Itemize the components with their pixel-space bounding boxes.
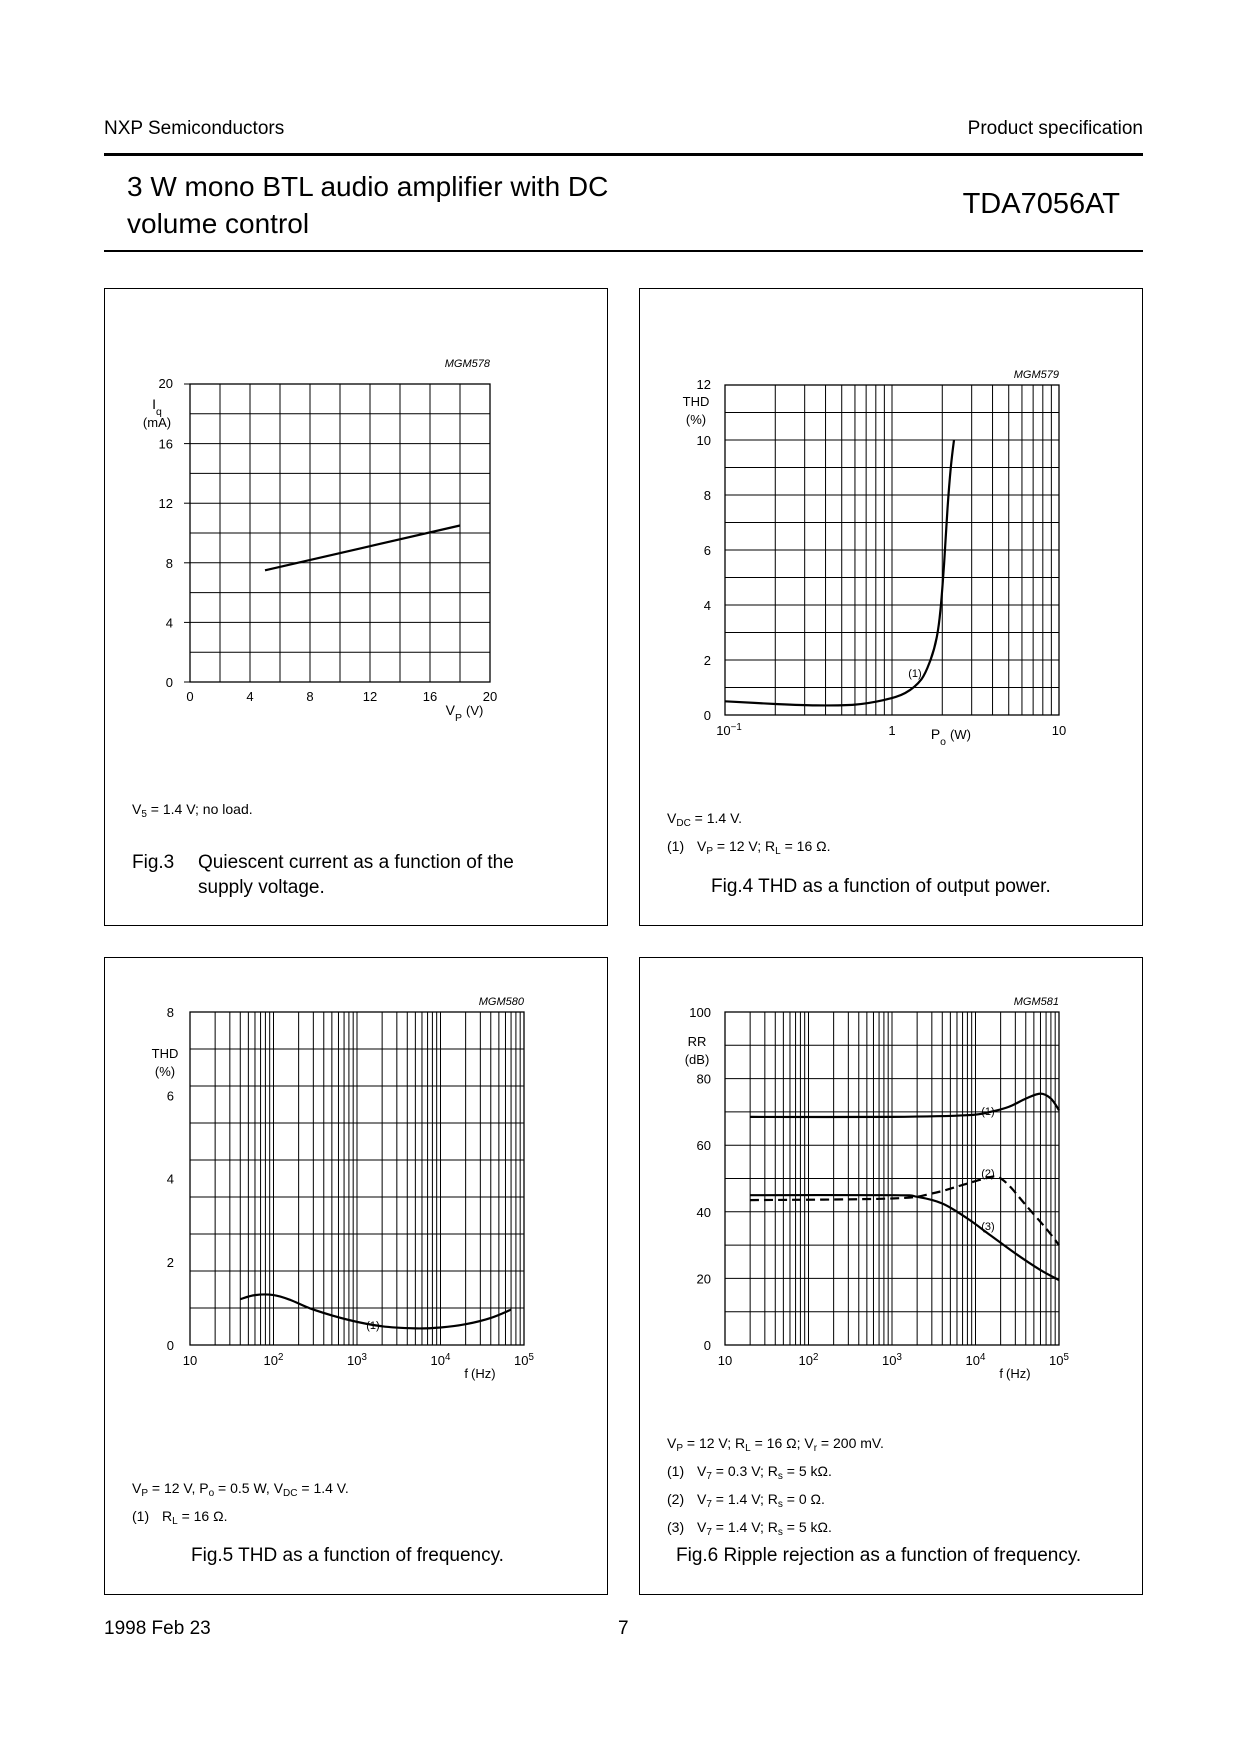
- x-tick-label: $10^5$: [1049, 1351, 1069, 1368]
- note-sub: 7: [706, 1527, 712, 1538]
- title-line-2: volume control: [127, 208, 310, 239]
- y-axis-label: RR: [687, 1034, 707, 1049]
- note-text: = 1.4 V; R: [711, 1519, 778, 1535]
- note-text: V: [667, 810, 677, 826]
- note-text: V: [132, 1480, 142, 1496]
- note-text: = 16 Ω; V: [750, 1435, 814, 1451]
- note-text: = 16 Ω.: [780, 838, 831, 854]
- y-tick-label: 12: [158, 496, 173, 512]
- note-sub: s: [777, 1499, 783, 1510]
- y-axis-unit: (%): [685, 412, 707, 427]
- x-tick-label: $10^3$: [882, 1351, 902, 1368]
- figure-3-panel: [104, 288, 608, 926]
- note-text: V: [667, 1435, 677, 1451]
- y-tick-label: 20: [158, 376, 173, 391]
- y-tick-label: 4: [165, 615, 173, 631]
- figure-code: MGM579: [1013, 369, 1059, 381]
- note-text: = 200 mV.: [817, 1435, 884, 1451]
- note-text: = 0.5 W, V: [214, 1480, 284, 1496]
- y-tick-label: 16: [158, 436, 173, 452]
- x-tick-label: 1: [888, 723, 896, 738]
- note-text: = 1.4 V.: [297, 1480, 349, 1496]
- figure-3-chart: [105, 289, 607, 925]
- x-axis-unit: (Hz): [471, 1366, 496, 1381]
- x-axis-unit: (W): [950, 727, 971, 742]
- y-tick-label: 8: [703, 488, 711, 503]
- y-tick-label: 8: [166, 1005, 174, 1020]
- document-title: [127, 168, 727, 242]
- note-number: (1): [132, 1508, 150, 1524]
- page-number: 7: [618, 1618, 629, 1639]
- note-sub: P: [706, 846, 714, 857]
- y-tick-label: 0: [165, 675, 173, 690]
- figure-3-caption: [132, 850, 514, 900]
- x-tick-label: 16: [422, 689, 438, 704]
- note-text: R: [162, 1508, 173, 1524]
- note-sub: DC: [676, 818, 691, 829]
- y-tick-label: 60: [696, 1138, 711, 1154]
- note-sub: o: [208, 1488, 215, 1499]
- figure-5-note: [132, 1477, 349, 1533]
- footer-date: 1998 Feb 23: [104, 1618, 211, 1639]
- y-tick-label: 10: [696, 433, 711, 448]
- series-label: (1): [366, 1320, 380, 1332]
- x-tick-label: $10^{-1}$: [716, 721, 742, 738]
- x-tick-label: $10^3$: [347, 1351, 367, 1368]
- note-text: = 5 kΩ.: [782, 1463, 832, 1479]
- note-number: (3): [667, 1519, 685, 1535]
- figure-6-note: [667, 1432, 884, 1544]
- x-axis-unit: (Hz): [1006, 1366, 1031, 1381]
- note-text: V: [697, 1491, 707, 1507]
- figure-code: MGM581: [1013, 996, 1059, 1008]
- caption-line-1: Quiescent current as a function of the: [198, 852, 514, 873]
- y-axis-label: THD: [682, 394, 710, 409]
- y-tick-label: 0: [166, 1338, 174, 1353]
- note-sub: 7: [706, 1471, 712, 1482]
- x-tick-label: 10: [182, 1353, 198, 1368]
- x-axis-label: f: [999, 1366, 1003, 1381]
- series-line-2: [750, 1176, 1059, 1245]
- y-tick-label: 0: [703, 708, 711, 723]
- y-tick-label: 12: [696, 377, 711, 392]
- figure-4-panel: [639, 288, 1143, 926]
- figure-4-caption: Fig.4 THD as a function of output power.: [711, 876, 1051, 897]
- note-sub: L: [775, 846, 781, 857]
- x-tick-label: $10^4$: [430, 1351, 451, 1368]
- series-label: (3): [981, 1221, 995, 1233]
- x-tick-label: $10^2$: [263, 1351, 284, 1368]
- series-line-1: [725, 440, 954, 705]
- title-line-1: 3 W mono BTL audio amplifier with DC: [127, 171, 609, 202]
- caption-label: Fig.3: [132, 852, 175, 873]
- y-axis-unit: (dB): [684, 1052, 710, 1067]
- note-sub: P: [141, 1488, 149, 1499]
- note-text: = 12 V, P: [148, 1480, 209, 1496]
- figure-5-caption: Fig.5 THD as a function of frequency.: [191, 1545, 504, 1566]
- note-sub: 5: [141, 809, 147, 820]
- y-tick-label: 6: [166, 1088, 174, 1104]
- x-tick-label: 10: [1051, 723, 1067, 738]
- x-axis-label: $P_o$: [930, 726, 946, 748]
- figure-code: MGM578: [444, 358, 490, 370]
- series-label: (2): [981, 1168, 995, 1180]
- note-text: V: [697, 1463, 707, 1479]
- figure-5-panel: [104, 957, 608, 1595]
- note-text: = 5 kΩ.: [782, 1519, 832, 1535]
- note-text: = 0 Ω.: [782, 1491, 825, 1507]
- y-tick-label: 40: [696, 1204, 711, 1220]
- y-axis-unit: (mA): [142, 415, 172, 430]
- part-number: TDA7056AT: [962, 188, 1120, 220]
- note-text: V: [132, 801, 142, 817]
- y-axis-label: THD: [151, 1046, 179, 1061]
- x-tick-label: 10: [717, 1353, 733, 1368]
- note-text: V: [697, 1519, 707, 1535]
- x-tick-label: $10^4$: [965, 1351, 986, 1368]
- y-tick-label: 8: [165, 555, 173, 571]
- y-axis-unit: (%): [154, 1064, 176, 1079]
- figure-6-panel: [639, 957, 1143, 1595]
- caption-line-2: supply voltage.: [198, 877, 325, 898]
- note-sub: L: [745, 1443, 751, 1454]
- company-name: NXP Semiconductors: [104, 118, 285, 139]
- y-tick-label: 6: [703, 543, 711, 558]
- note-text: = 1.4 V.: [690, 810, 743, 826]
- y-tick-label: 20: [696, 1271, 711, 1287]
- note-number: (2): [667, 1491, 685, 1507]
- x-tick-label: $10^2$: [798, 1351, 819, 1368]
- figure-3-note: [132, 798, 253, 826]
- header-rule: [104, 153, 1143, 156]
- x-tick-label: 0: [186, 689, 194, 704]
- y-tick-label: 100: [689, 1005, 711, 1020]
- y-tick-label: 80: [696, 1071, 711, 1087]
- x-tick-label: 8: [306, 689, 314, 704]
- note-text: = 16 Ω.: [177, 1508, 228, 1524]
- x-tick-label: 20: [482, 689, 498, 704]
- y-tick-label: 4: [166, 1171, 174, 1187]
- document-type: Product specification: [967, 118, 1143, 139]
- note-sub: DC: [283, 1488, 298, 1499]
- x-axis-label: $V_P$: [445, 702, 462, 724]
- y-tick-label: 2: [703, 653, 711, 668]
- note-text: = 1.4 V; no load.: [146, 801, 253, 817]
- x-axis-label: f: [464, 1366, 468, 1381]
- note-sub: s: [777, 1471, 783, 1482]
- note-sub: L: [172, 1516, 178, 1527]
- title-rule: [104, 250, 1143, 252]
- figure-6-caption: Fig.6 Ripple rejection as a function of frequency.: [676, 1545, 1082, 1566]
- figure-code: MGM580: [478, 996, 524, 1008]
- note-sub: P: [676, 1443, 684, 1454]
- series-line-3: [750, 1195, 1059, 1280]
- figure-4-note: [667, 807, 830, 863]
- note-number: (1): [667, 1463, 685, 1479]
- x-tick-label: $10^5$: [514, 1351, 534, 1368]
- x-axis-unit: (V): [466, 703, 484, 718]
- x-tick-label: 4: [246, 689, 254, 704]
- note-number: (1): [667, 838, 685, 854]
- note-sub: r: [813, 1443, 818, 1454]
- y-axis-label: $I_q$: [152, 396, 162, 418]
- series-label: (1): [981, 1106, 995, 1118]
- y-tick-label: 2: [166, 1254, 174, 1270]
- note-sub: s: [777, 1527, 783, 1538]
- note-sub: 7: [706, 1499, 712, 1510]
- x-tick-label: 12: [362, 689, 378, 704]
- y-tick-label: 4: [703, 598, 711, 613]
- note-text: = 1.4 V; R: [711, 1491, 778, 1507]
- series-line-1: [265, 526, 460, 571]
- note-text: = 12 V; R: [713, 838, 776, 854]
- series-label: (1): [908, 668, 922, 680]
- y-tick-label: 0: [703, 1338, 711, 1353]
- note-text: = 0.3 V; R: [711, 1463, 778, 1479]
- note-text: = 12 V; R: [683, 1435, 746, 1451]
- note-text: V: [697, 838, 707, 854]
- series-line-1: [750, 1094, 1059, 1117]
